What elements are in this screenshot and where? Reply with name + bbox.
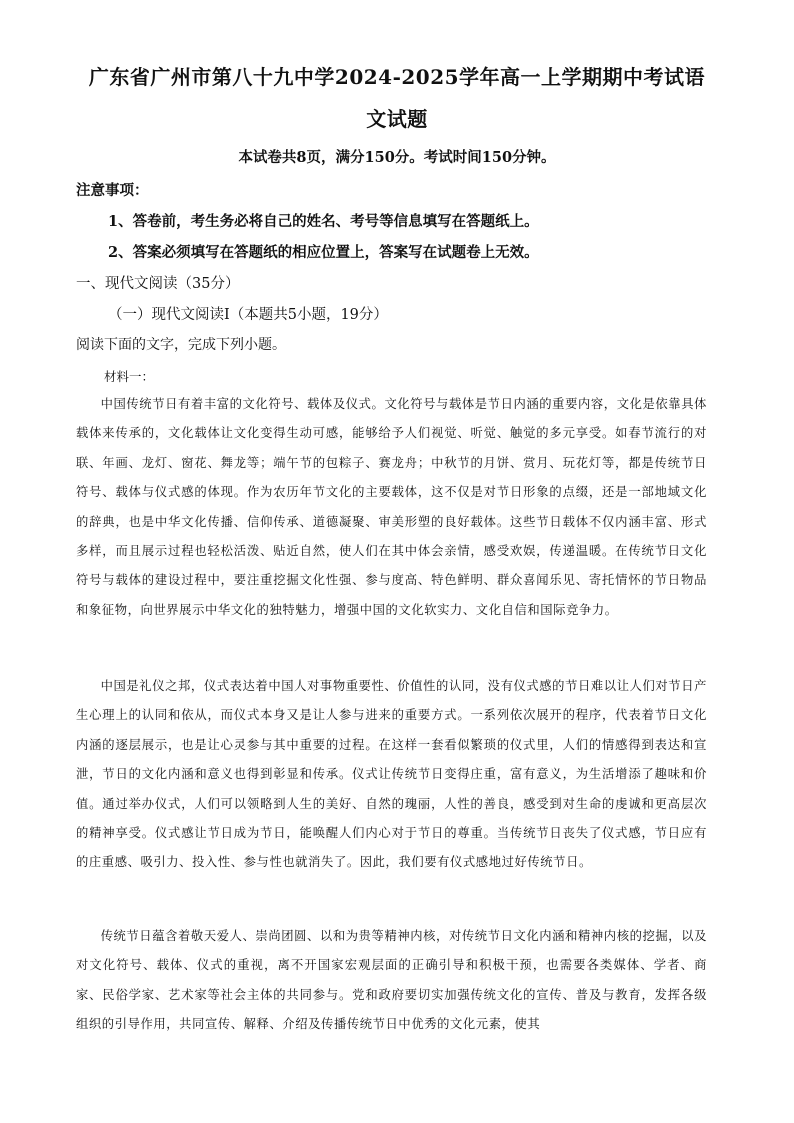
material-label: 材料一：: [104, 369, 155, 384]
section-heading: 一、现代文阅读（35分）: [76, 276, 240, 292]
paragraph-2: 中国是礼仪之邦，仪式表达着中国人对事物重要性、价值性的认同，没有仪式感的节日难以让人们对节日产生心理上的认同和依从，而仪式本身又是让人参与进来的重要方式。一系列依次展开的程序，代表着节日文化内涵的逐层展示，也是让心灵参与其中重要的过程。在这样一套看似繁琐的仪式里，人们的情感得到表达和宣泄，节日的文化内涵和意义也得到彰显和传承。仪式让传统节日变得庄重，富有意义，为生活增添了趣味和价值。通过举办仪式，人们可以领略到人生的美好、自然的瑰丽，人性的善良，感受到对生命的虔诚和更高层次的精神享受。仪式感让节日成为节日，能唤醒人们内心对于节日的尊重。当传统节日丧失了仪式感，节日应有的庄重感、吸引力、投入性、参与性也就消失了。因此，我们要有仪式感地过好传统节日。: [76, 679, 707, 870]
reading-instruction: 阅读下面的文字，完成下列小题。: [76, 337, 286, 353]
exam-info: 本试卷共8页，满分150分。考试时间150分钟。: [238, 149, 556, 166]
subsection-heading: （一）现代文阅读Ⅰ（本题共5小题，19分）: [108, 307, 388, 323]
paragraph-1: 中国传统节日有着丰富的文化符号、载体及仪式。文化符号与载体是节日内涵的重要内容，文化是依靠具体载体来传承的，文化载体让文化变得生动可感，能够给予人们视觉、听觉、触觉的多元享受。如春节流行的对联、年画、龙灯、窗花、舞龙等；端午节的包粽子、赛龙舟；中秋节的月饼、赏月、玩花灯等，都是传统节日符号、载体与仪式感的体现。作为农历年节文化的主要载体，这不仅是对节日形象的点缀，还是一部地域文化的辞典，也是中华文化传播、信仰传承、道德凝聚、审美形塑的良好载体。这些节日载体不仅内涵丰富、形式多样，而且展示过程也轻松活泼、贴近自然，使人们在其中体会亲情，感受欢娱，传递温暖。在传统节日文化符号与载体的建设过程中，要注重挖掘文化性强、参与度高、特色鲜明、群众喜闻乐见、寄托情怀的节日物品和象征物，向世界展示中华文化的独特魅力，增强中国的文化软实力、文化自信和国际竞争力。: [76, 397, 707, 617]
notice-heading: 注意事项：: [76, 182, 149, 199]
exam-title-line-2: 文试题: [366, 107, 428, 131]
exam-title-line-1: 广东省广州市第八十九中学2024-2025学年高一上学期期中考试语: [88, 65, 706, 89]
notice-item-2: 2、答案必须填写在答题纸的相应位置上，答案写在试题卷上无效。: [108, 244, 539, 261]
paragraph-3: 传统节日蕴含着敬天爱人、崇尚团圆、以和为贵等精神内核，对传统节日文化内涵和精神内核的挖掘，以及对文化符号、载体、仪式的重视，离不开国家宏观层面的正确引导和积极干预，也需要各类媒体、学者、商家、民俗学家、艺术家等社会主体的共同参与。党和政府要切实加强传统文化的宣传、普及与教育，发挥各级组织的引导作用，共同宣传、解释、介绍及传播传统节日中优秀的文化元素，使其: [76, 929, 707, 1032]
notice-item-1: 1、答卷前，考生务必将自己的姓名、考号等信息填写在答题纸上。: [108, 213, 539, 230]
